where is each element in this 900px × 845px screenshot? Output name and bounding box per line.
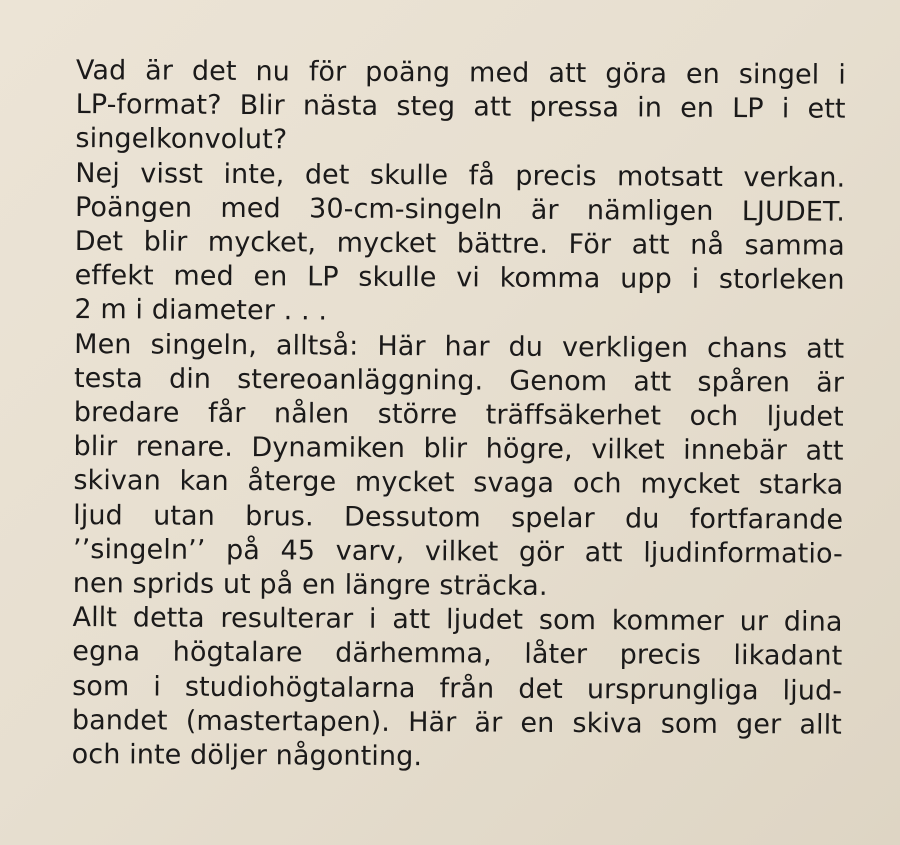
text-line-12: blir renare. Dynamiken blir högre, vilket innebär att bbox=[73, 431, 844, 467]
text-line-10: testa din stereoanläggning. Genom att spåren är bbox=[73, 362, 845, 399]
text-line-21: och inte döljer någonting. bbox=[71, 739, 423, 773]
text-line-9: Men singeln, alltså: Här har du verkligen chans att bbox=[74, 328, 845, 365]
text-line-16: nen sprids ut på en längre sträcka. bbox=[72, 568, 548, 602]
text-line-14: ljud utan brus. Dessutom spelar du fortfarande bbox=[73, 499, 844, 536]
text-line-18: egna högtalare därhemma, låter precis likadant bbox=[72, 636, 843, 673]
text-line-1: Vad är det nu för poäng med att göra en singel i bbox=[75, 54, 846, 91]
text-line-13: skivan kan återge mycket svaga och mycket starka bbox=[73, 465, 844, 502]
text-line-19: som i studiohögtalarna från det ursprungliga ljud- bbox=[72, 670, 843, 707]
text-line-11: bredare får nålen större träffsäkerhet och ljudet bbox=[73, 397, 844, 433]
article-text bbox=[72, 54, 846, 777]
text-line-3: singelkonvolut? bbox=[75, 123, 288, 156]
text-line-4: Nej visst inte, det skulle få precis motsatt verkan. bbox=[75, 157, 846, 194]
text-line-7: effekt med en LP skulle vi komma upp i storleken bbox=[74, 260, 845, 296]
text-line-6: Det blir mycket, mycket bättre. För att nå samma bbox=[74, 226, 845, 262]
text-line-15: ’’singeln’’ på 45 varv, vilket gör att ljudinformatio- bbox=[72, 533, 844, 570]
text-line-20: bandet (mastertapen). Här är en skiva som ger allt bbox=[71, 704, 843, 741]
text-line-2: LP-format? Blir nästa steg att pressa in en LP i ett bbox=[75, 89, 846, 125]
text-line-5: Poängen med 30-cm-singeln är nämligen LJUDET. bbox=[74, 191, 846, 228]
text-line-8: 2 m i diameter . . . bbox=[74, 294, 328, 327]
text-line-17: Allt detta resulterar i att ljudet som kommer ur dina bbox=[72, 602, 843, 638]
